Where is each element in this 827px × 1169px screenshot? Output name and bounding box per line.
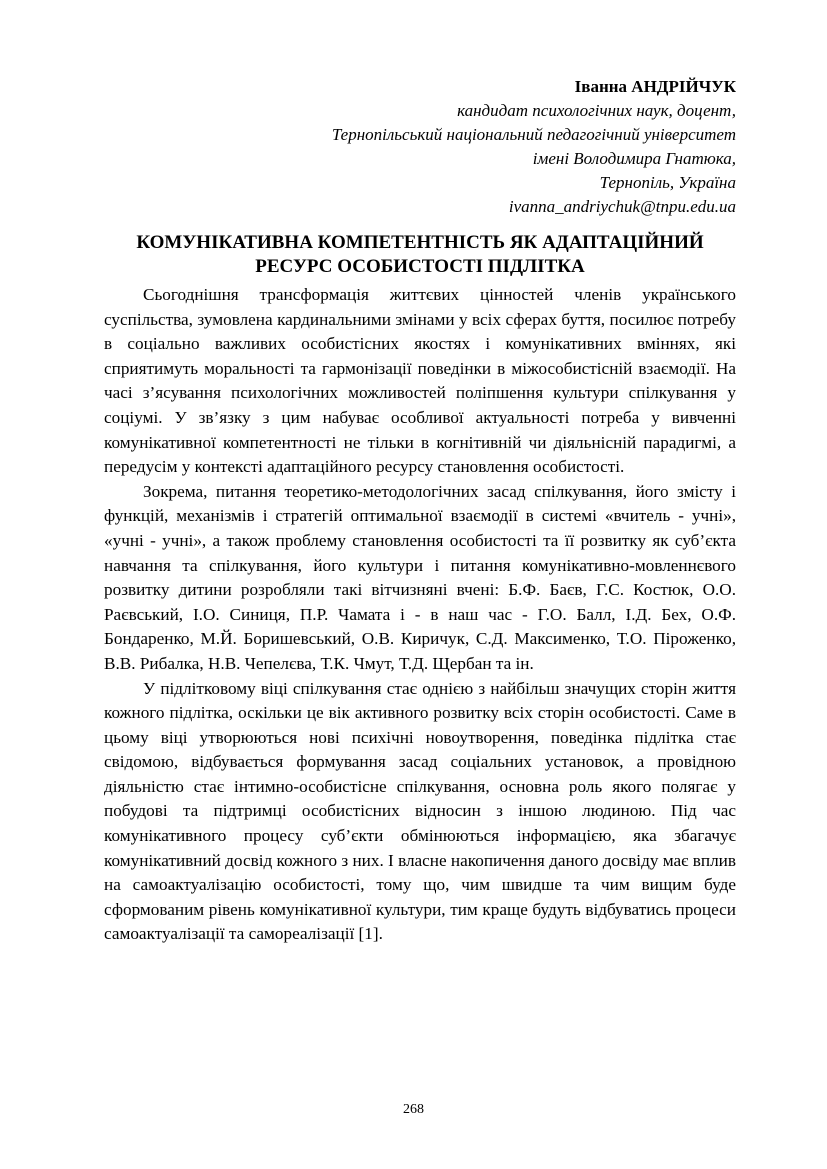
author-name: Іванна АНДРІЙЧУК xyxy=(574,77,736,96)
article-title xyxy=(104,231,736,279)
paragraph: Сьогоднішня трансформація життєвих цінностей членів українського суспільства, зумовлена кардинальними змінами у всіх сферах буття, посилює потребу в соціально важливих особистісних якостях і комунікативних вміннях, які сприятимуть моральності та гармонізації поведінки в міжособистісній взаємодії. На часі з’ясування психологічних можливостей поліпшення культури спілкування у соціумі. У зв’язку з цим набуває особливої актуальності потреба у вивченні комунікативної компетентності не тільки в когнітивній чи діяльнісній парадигмі, а передусім у контексті адаптаційного ресурсу становлення особистості. xyxy=(104,285,736,477)
article-body xyxy=(104,283,736,947)
author-university: Тернопільський національний педагогічний університет xyxy=(331,125,736,144)
paragraph: У підлітковому віці спілкування стає однією з найбільш значущих сторін життя кожного підлітка, оскільки це вік активного розвитку всіх сторін особистості. Саме в цьому віці утворюються нові психічні новоутворення, поведінка підлітка стає свідомою, відбувається формування засад соціальних установок, а провідною діяльністю стає інтимно-особистісне спілкування, основна роль якого полягає у побудові та підтримці особистісних відносин з іншою людиною. Під час комунікативного процесу суб’єкти обмінюються інформацією, яка збагачує комунікативний досвід кожного з них. І власне накопичення даного досвіду має вплив на самоактуалізацію особистості, тому що, чим швидше та чим вищим буде сформованим рівень комунікативної культури, тим краще будуть відбуватись процеси самоактуалізації та самореалізації [1]. xyxy=(104,678,736,944)
article-title-line-1: КОМУНІКАТИВНА КОМПЕТЕНТНІСТЬ ЯК АДАПТАЦІЙНИЙ xyxy=(136,232,704,253)
author-university-name: імені Володимира Гнатюка, xyxy=(532,149,736,168)
page-number: 268 xyxy=(403,1102,424,1117)
author-degree: кандидат психологічних наук, доцент, xyxy=(457,101,736,120)
article-title-line-2: РЕСУРС ОСОБИСТОСТІ ПІДЛІТКА xyxy=(255,256,585,277)
author-location: Тернопіль, Україна xyxy=(599,173,736,192)
paragraph: Зокрема, питання теоретико-методологічних засад спілкування, його змісту і функцій, механізмів і стратегій оптимальної взаємодії в системі «вчитель - учні», «учні - учні», а також проблему становлення особистості та її розвитку як суб’єкта навчання та спілкування, його культури і питання комунікативно-мовленнєвого розвитку дитини розробляли такі вітчизняні вчені: Б.Ф. Баєв, Г.С. Костюк, О.О. Раєвський, І.О. Синиця, П.Р. Чамата і - в наш час - Г.О. Балл, І.Д. Бех, О.Ф. Бондаренко, М.Й. Боришевський, О.В. Киричук, С.Д. Максименко, Т.О. Піроженко, В.В. Рибалка, Н.В. Чепелєва, Т.К. Чмут, Т.Д. Щербан та ін. xyxy=(104,481,736,673)
author-block xyxy=(0,75,736,219)
author-email: ivanna_andriychuk@tnpu.edu.ua xyxy=(508,197,736,216)
